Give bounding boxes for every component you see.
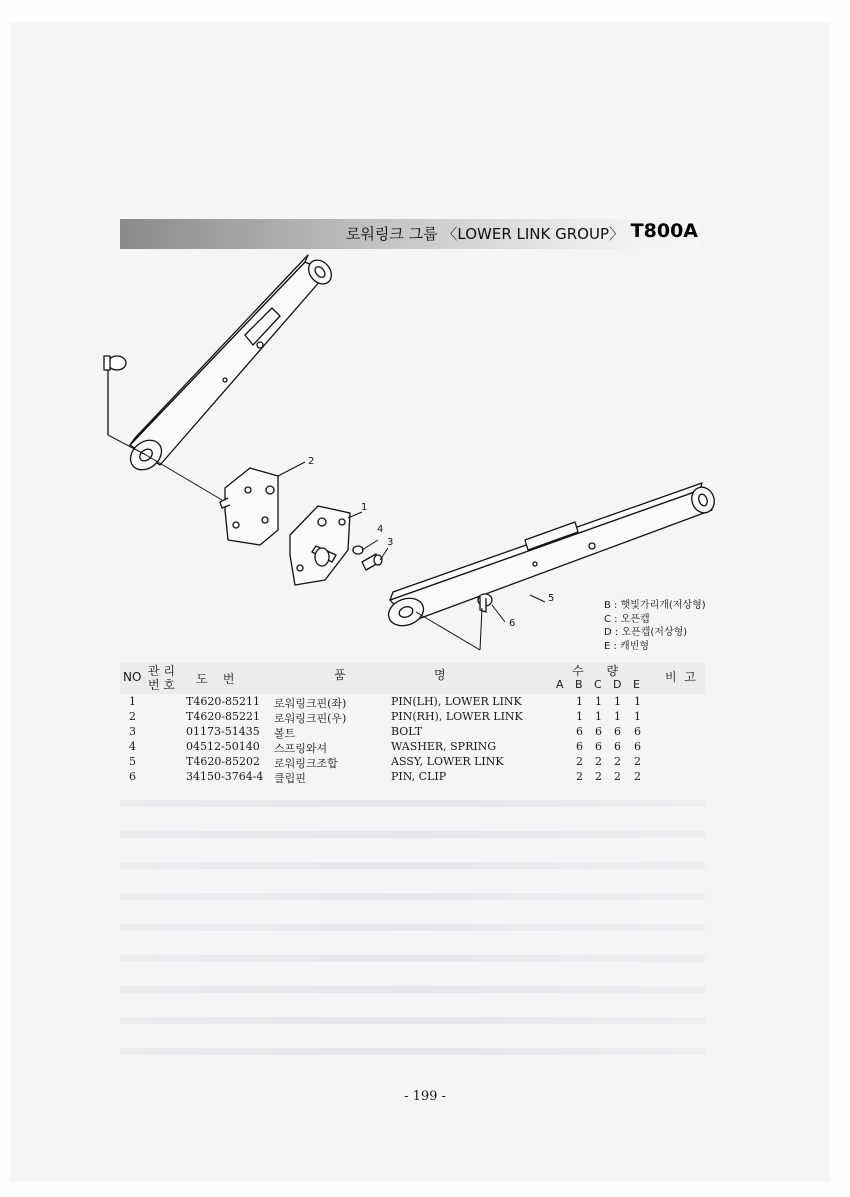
cell-qty-e: 6: [634, 725, 641, 738]
col-header-qty-e: E: [633, 678, 640, 691]
cell-part-number: T4620-85202: [186, 755, 261, 768]
cell-part-number: 01173-51435: [186, 725, 260, 738]
legend-item: B : 햇빛가리개(저상형): [604, 600, 706, 611]
cell-part-number: 04512-50140: [186, 740, 260, 753]
cell-name-korean: 볼트: [274, 727, 296, 740]
cell-name-korean: 로워링크핀(좌): [274, 697, 347, 710]
clip-pin-left: [104, 356, 126, 435]
section-title: 로워링크 그룹 〈LOWER LINK GROUP〉: [345, 225, 624, 243]
cell-qty-b: 1: [576, 710, 583, 723]
col-header-qty-b: B: [575, 678, 583, 691]
cell-qty-c: 2: [595, 755, 602, 768]
col-header-qty-a: A: [556, 678, 564, 691]
cell-part-number: 34150-3764-4: [186, 770, 264, 783]
clip-pin-6: [478, 594, 492, 612]
col-header-name-right: 명: [434, 668, 446, 682]
legend-item: D : 오픈캡(저상형): [604, 627, 688, 638]
col-header-drawing: 도 번: [196, 672, 235, 686]
col-header-qty: 수 량: [572, 664, 619, 678]
legend-item: C : 오픈캡: [604, 613, 650, 625]
callout-1: 1: [361, 502, 368, 513]
table-row: [120, 740, 705, 755]
variant-legend: [604, 599, 706, 653]
table-row: [120, 695, 705, 710]
col-header-mgmt-bottom: 번 호: [148, 678, 175, 692]
cell-qty-b: 6: [576, 725, 583, 738]
washer-4: [353, 546, 363, 554]
callout-4: 4: [377, 524, 384, 535]
cell-qty-d: 1: [614, 695, 621, 708]
cell-qty-e: 6: [634, 740, 641, 753]
bracket-plate-2: [220, 468, 278, 545]
table-row: [120, 725, 705, 740]
cell-qty-c: 1: [595, 710, 602, 723]
cell-qty-b: 6: [576, 740, 583, 753]
bolt-3: [362, 554, 382, 570]
cell-qty-c: 6: [595, 740, 602, 753]
legend-item: E : 캐빈형: [604, 640, 650, 652]
col-header-remark: 비 고: [665, 670, 696, 684]
cell-no: 1: [129, 695, 136, 708]
cell-name-korean: 로워링크조합: [274, 757, 338, 770]
cell-qty-b: 2: [576, 770, 583, 783]
table-row: [120, 770, 705, 785]
cell-qty-c: 2: [595, 770, 602, 783]
cell-qty-e: 2: [634, 770, 641, 783]
cell-name-korean: 스프링와셔: [274, 742, 328, 755]
callout-2: 2: [308, 456, 315, 467]
cell-qty-d: 2: [614, 755, 621, 768]
cell-name-english: WASHER, SPRING: [391, 740, 497, 753]
col-header-mgmt-top: 관 리: [148, 664, 175, 678]
lower-link-left-arm: [125, 255, 336, 476]
cell-name-korean: 클립핀: [274, 772, 306, 785]
cell-name-english: ASSY, LOWER LINK: [391, 755, 504, 768]
page-number: - 199 -: [404, 1089, 446, 1104]
cell-name-korean: 로워링크핀(우): [274, 712, 347, 725]
cell-name-english: BOLT: [391, 725, 423, 738]
cell-qty-e: 1: [634, 710, 641, 723]
cell-qty-b: 1: [576, 695, 583, 708]
cell-name-english: PIN, CLIP: [391, 770, 447, 783]
cell-qty-d: 1: [614, 710, 621, 723]
bracket-plate-1: [290, 506, 350, 585]
table-row: [120, 755, 705, 770]
col-header-qty-c: C: [594, 678, 602, 691]
cell-part-number: T4620-85211: [186, 695, 261, 708]
col-header-no: NO: [123, 670, 142, 684]
cell-name-english: PIN(RH), LOWER LINK: [391, 710, 523, 723]
cell-qty-d: 2: [614, 770, 621, 783]
table-row: [120, 710, 705, 725]
callout-6: 6: [509, 618, 516, 629]
cell-qty-b: 2: [576, 755, 583, 768]
section-title-bar: [120, 219, 700, 249]
cell-name-english: PIN(LH), LOWER LINK: [391, 695, 522, 708]
cell-no: 4: [129, 740, 136, 753]
callout-3: 3: [387, 537, 394, 548]
cell-no: 3: [129, 725, 136, 738]
cell-part-number: T4620-85221: [186, 710, 261, 723]
col-header-qty-d: D: [613, 678, 622, 691]
cell-qty-d: 6: [614, 740, 621, 753]
cell-no: 5: [129, 755, 136, 768]
col-header-name-left: 품: [334, 668, 346, 682]
cell-no: 6: [129, 770, 136, 783]
cell-qty-d: 6: [614, 725, 621, 738]
cell-no: 2: [129, 710, 136, 723]
cell-qty-e: 2: [634, 755, 641, 768]
callout-5: 5: [548, 593, 555, 604]
model-name: T800A: [630, 220, 698, 242]
faint-ruled-lines: [120, 800, 705, 1070]
cell-qty-c: 6: [595, 725, 602, 738]
cell-qty-c: 1: [595, 695, 602, 708]
cell-qty-e: 1: [634, 695, 641, 708]
